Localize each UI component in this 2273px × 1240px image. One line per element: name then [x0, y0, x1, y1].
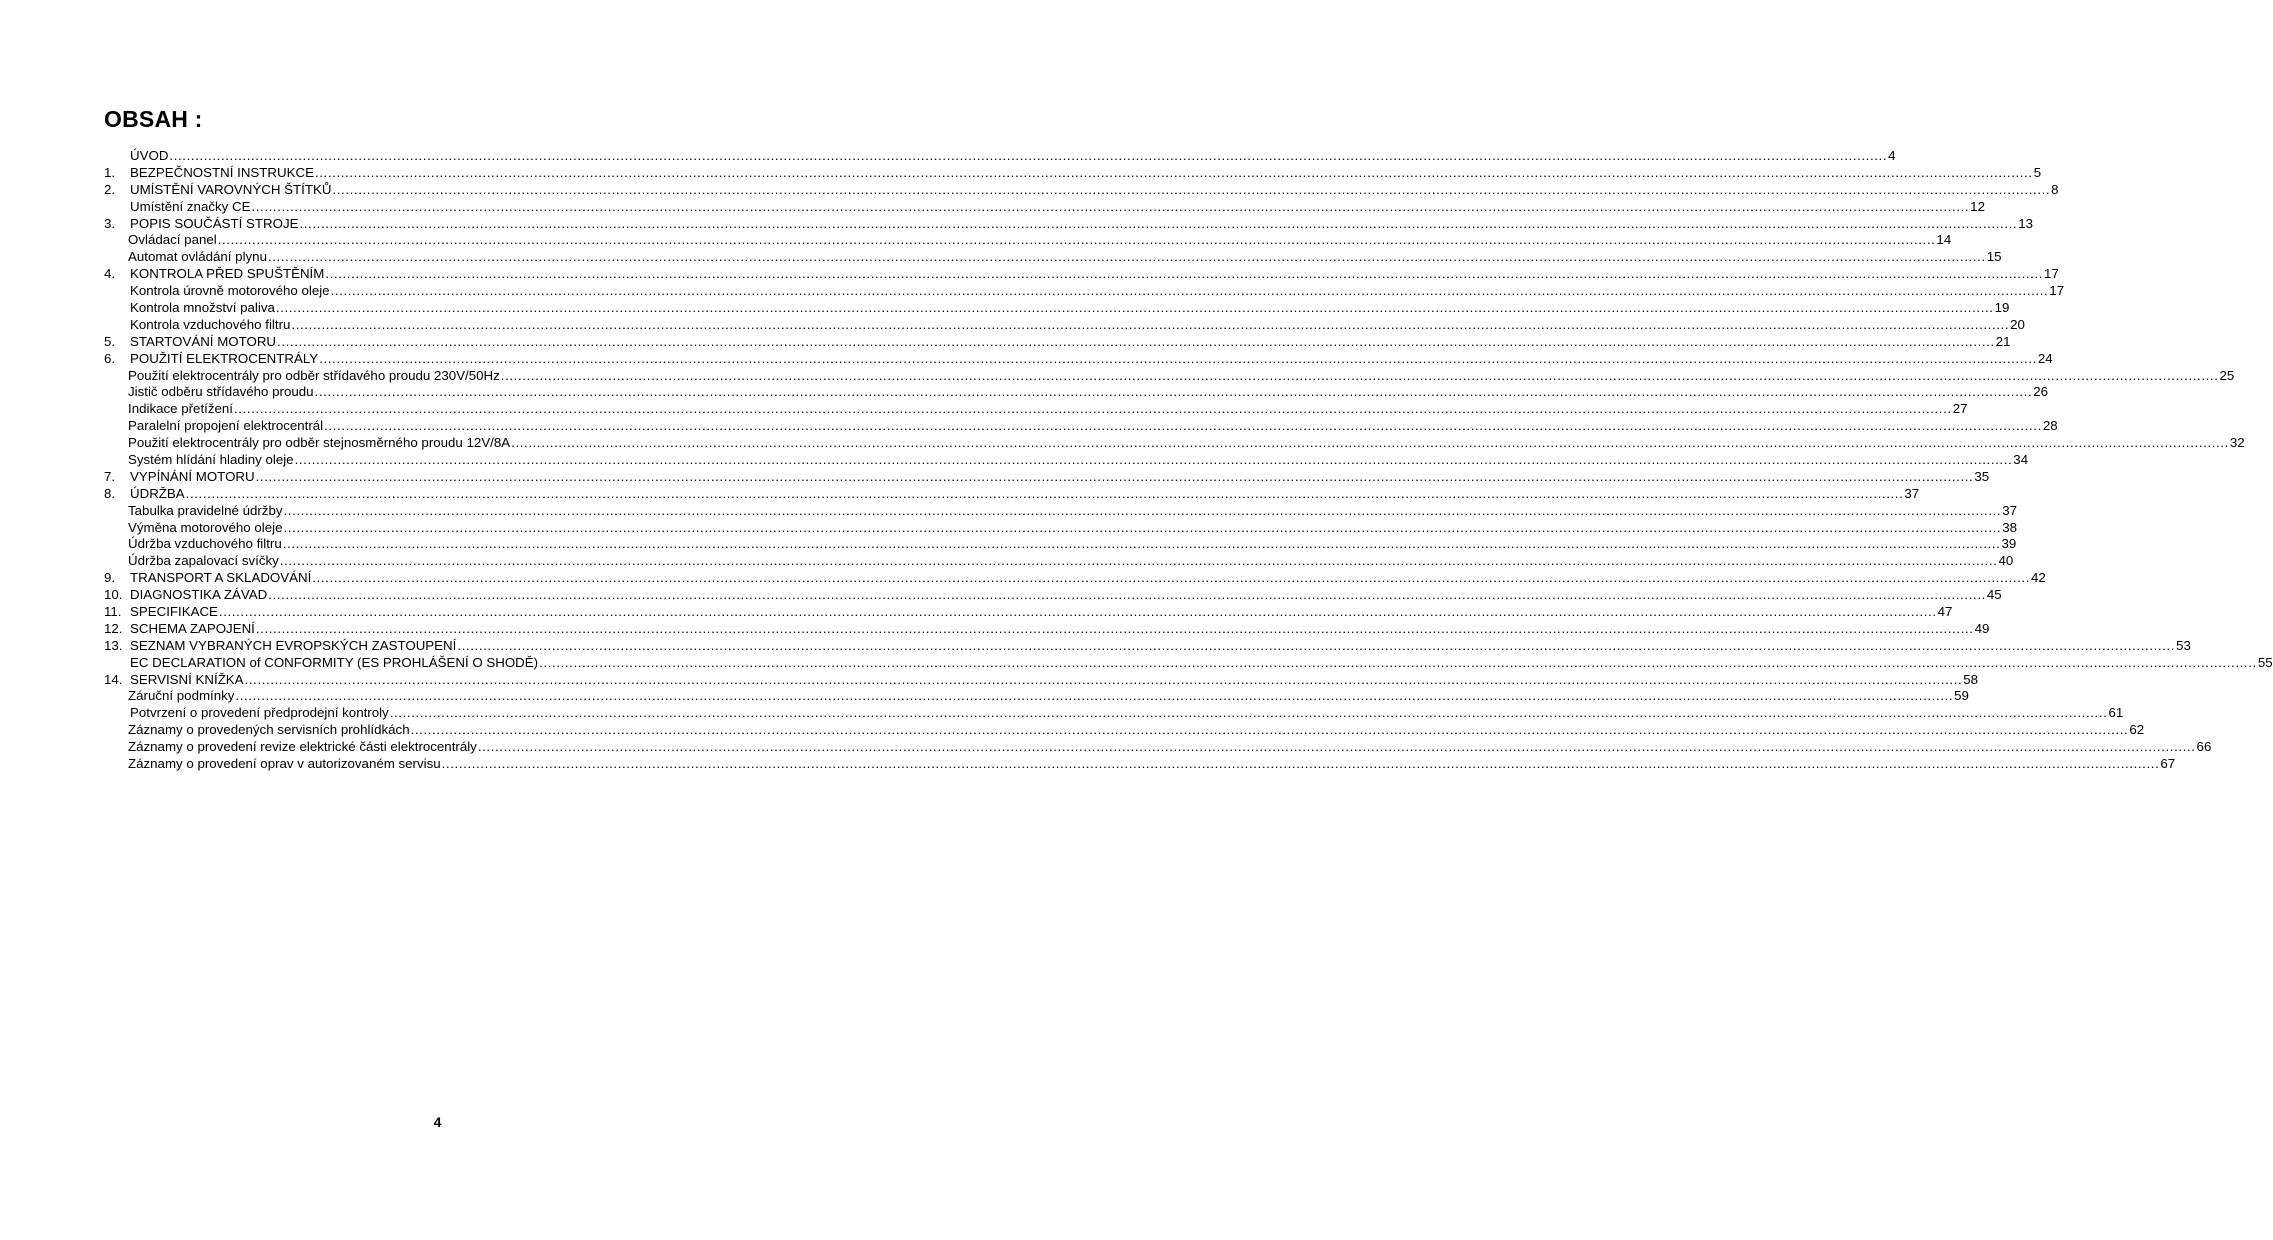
toc-entry[interactable] — [104, 215, 2033, 233]
toc-entry-label: POPIS SOUČÁSTÍ STROJE — [130, 215, 299, 231]
toc-entry-label: SCHEMA ZAPOJENÍ — [130, 620, 255, 636]
toc-entry-label: Použití elektrocentrály pro odběr stejnosměrného proudu 12V/8A — [128, 435, 511, 451]
dot-leader: ................................................................................................................................................................................................................................................................................................................................................................................................................ — [441, 756, 2160, 772]
toc-entry[interactable] — [104, 181, 2059, 199]
toc-entry-number: 8. — [104, 485, 116, 501]
toc-entry[interactable] — [104, 300, 2010, 317]
toc-entry[interactable] — [104, 654, 2273, 672]
toc-entry[interactable] — [104, 604, 1953, 621]
toc-entry-number: 9. — [104, 570, 116, 586]
toc-entry-label: STARTOVÁNÍ MOTORU — [130, 333, 277, 349]
toc-entry-label: Záznamy o provedení revize elektrické části elektrocentrály — [128, 739, 477, 755]
toc-entry[interactable] — [104, 519, 2017, 537]
page-title: OBSAH : — [104, 106, 203, 132]
dot-leader: ................................................................................................................................................................................................................................................................................................................................................................................................................ — [235, 688, 1954, 704]
toc-entry-label: SEZNAM VYBRANÝCH EVROPSKÝCH ZASTOUPENÍ — [130, 637, 457, 653]
toc-entry-label: Ovládací panel — [128, 232, 217, 248]
toc-entry-label: Umístění značky CE — [130, 198, 251, 214]
toc-entry[interactable] — [104, 485, 1920, 503]
dot-leader: ................................................................................................................................................................................................................................................................................................................................................................................................................ — [294, 452, 2013, 468]
toc-entry-label: Indikace přetížení — [128, 401, 233, 417]
toc-entry[interactable] — [104, 756, 2176, 773]
toc-entry-number: 11. — [104, 604, 122, 620]
dot-leader: ................................................................................................................................................................................................................................................................................................................................................................................................................ — [185, 485, 1904, 501]
toc-entry-number: 10. — [104, 587, 123, 603]
dot-leader: ................................................................................................................................................................................................................................................................................................................................................................................................................ — [283, 519, 2002, 535]
toc-entry-page: 37 — [2002, 502, 2018, 518]
toc-entry-page: 4 — [1888, 147, 1896, 163]
toc-entry-page: 19 — [1994, 300, 2010, 315]
toc-entry-label: Tabulka pravidelné údržby — [128, 502, 283, 518]
dot-leader: ................................................................................................................................................................................................................................................................................................................................................................................................................ — [267, 249, 1986, 265]
dot-leader: ................................................................................................................................................................................................................................................................................................................................................................................................................ — [233, 401, 1952, 417]
toc-entry-page: 24 — [2037, 350, 2053, 366]
toc-entry-page: 34 — [2013, 452, 2029, 468]
dot-leader: ................................................................................................................................................................................................................................................................................................................................................................................................................ — [282, 536, 2001, 552]
toc-entry-label: Záznamy o provedených servisních prohlídkách — [128, 722, 410, 738]
toc-entry[interactable] — [104, 198, 1985, 216]
toc-entry-page: 66 — [2196, 739, 2212, 755]
toc-entry[interactable] — [104, 384, 2049, 401]
toc-entry-page: 27 — [1952, 401, 1968, 417]
toc-entry-label: SPECIFIKACE — [130, 604, 218, 620]
toc-entry[interactable] — [104, 705, 2124, 722]
toc-entry[interactable] — [104, 435, 2245, 452]
toc-entry-page: 17 — [2049, 283, 2065, 299]
toc-entry-number: 7. — [104, 468, 116, 484]
toc-entry-label: Výměna motorového oleje — [128, 519, 283, 535]
toc-entry[interactable] — [104, 570, 2046, 587]
dot-leader: ................................................................................................................................................................................................................................................................................................................................................................................................................ — [255, 620, 1974, 636]
toc-entry-number: 5. — [104, 333, 116, 349]
toc-entry-label: TRANSPORT A SKLADOVÁNÍ — [130, 570, 312, 586]
page-number: 4 — [433, 1114, 442, 1130]
dot-leader: ................................................................................................................................................................................................................................................................................................................................................................................................................ — [319, 350, 2037, 366]
toc-entry-page: 13 — [2018, 215, 2033, 231]
dot-leader: ................................................................................................................................................................................................................................................................................................................................................................................................................ — [325, 266, 2044, 282]
dot-leader: ................................................................................................................................................................................................................................................................................................................................................................................................................ — [251, 198, 1970, 214]
toc-entry[interactable] — [104, 620, 1990, 638]
toc-entry[interactable] — [104, 147, 1896, 165]
toc-entry-page: 42 — [2031, 570, 2046, 586]
table-of-contents — [104, 147, 2273, 773]
toc-entry-number: 4. — [104, 266, 116, 282]
dot-leader: ................................................................................................................................................................................................................................................................................................................................................................................................................ — [389, 705, 2108, 721]
toc-entry-label: Kontrola úrovně motorového oleje — [130, 283, 330, 299]
toc-entry[interactable] — [104, 266, 2059, 283]
toc-entry-page: 5 — [2033, 164, 2042, 180]
dot-leader: ................................................................................................................................................................................................................................................................................................................................................................................................................ — [324, 418, 2042, 434]
toc-entry-label: DIAGNOSTIKA ZÁVAD — [130, 587, 268, 603]
toc-entry-page: 62 — [2129, 722, 2145, 738]
toc-entry-page: 20 — [2010, 316, 2025, 332]
toc-entry-page: 40 — [1998, 553, 2014, 569]
dot-leader: ................................................................................................................................................................................................................................................................................................................................................................................................................ — [277, 333, 1995, 349]
toc-entry-page: 35 — [1974, 468, 1990, 484]
toc-entry-label: KONTROLA PŘED SPUŠTĚNÍM — [130, 266, 325, 282]
toc-entry[interactable] — [104, 637, 2191, 655]
dot-leader: ................................................................................................................................................................................................................................................................................................................................................................................................................ — [279, 553, 1998, 569]
toc-entry-page: 15 — [1986, 249, 2002, 265]
toc-entry-page: 47 — [1937, 604, 1953, 620]
toc-entry-label: POUŽITÍ ELEKTROCENTRÁLY — [130, 350, 319, 366]
toc-entry[interactable] — [104, 671, 1979, 689]
toc-entry-label: Systém hlídání hladiny oleje — [128, 452, 294, 468]
dot-leader: ................................................................................................................................................................................................................................................................................................................................................................................................................ — [332, 181, 2051, 197]
toc-entry-page: 37 — [1904, 485, 1920, 501]
dot-leader: ................................................................................................................................................................................................................................................................................................................................................................................................................ — [275, 300, 1994, 315]
toc-entry[interactable] — [104, 164, 2042, 182]
toc-entry[interactable] — [104, 350, 2053, 368]
toc-entry-number: 3. — [104, 215, 116, 231]
toc-entry-page: 53 — [2176, 637, 2191, 653]
toc-entry[interactable] — [104, 688, 1969, 706]
dot-leader: ................................................................................................................................................................................................................................................................................................................................................................................................................ — [268, 587, 1986, 603]
toc-entry-label: Údržba vzduchového filtru — [128, 536, 282, 552]
toc-entry-page: 28 — [2042, 418, 2058, 434]
toc-entry-label: Použití elektrocentrály pro odběr střídavého proudu 230V/50Hz — [128, 367, 500, 383]
dot-leader: ................................................................................................................................................................................................................................................................................................................................................................................................................ — [299, 215, 2018, 231]
toc-entry[interactable] — [104, 367, 2235, 385]
toc-entry-label: Kontrola vzduchového filtru — [130, 316, 291, 332]
dot-leader: ................................................................................................................................................................................................................................................................................................................................................................................................................ — [217, 232, 1936, 248]
toc-entry-page: 12 — [1970, 198, 1985, 214]
toc-entry-label: Záruční podmínky — [128, 688, 235, 704]
dot-leader: ................................................................................................................................................................................................................................................................................................................................................................................................................ — [511, 435, 2229, 451]
dot-leader: ................................................................................................................................................................................................................................................................................................................................................................................................................ — [314, 384, 2033, 400]
toc-entry-number: 2. — [104, 181, 116, 197]
dot-leader: ................................................................................................................................................................................................................................................................................................................................................................................................................ — [169, 147, 1888, 163]
toc-entry[interactable] — [104, 468, 1990, 486]
toc-entry-page: 45 — [1986, 587, 2002, 603]
toc-entry-number: 12. — [104, 620, 123, 636]
dot-leader: ................................................................................................................................................................................................................................................................................................................................................................................................................ — [410, 722, 2129, 738]
toc-entry[interactable] — [104, 249, 2002, 266]
toc-entry-number: 1. — [104, 164, 116, 180]
toc-entry-page: 21 — [1995, 333, 2011, 349]
dot-leader: ................................................................................................................................................................................................................................................................................................................................................................................................................ — [283, 502, 2002, 518]
toc-entry-page: 67 — [2160, 756, 2176, 772]
toc-entry-label: VYPÍNÁNÍ MOTORU — [130, 468, 255, 484]
dot-leader: ................................................................................................................................................................................................................................................................................................................................................................................................................ — [500, 367, 2219, 383]
toc-entry-label: Jistič odběru střídavého proudu — [128, 384, 314, 400]
toc-entry[interactable] — [104, 316, 2025, 334]
toc-entry-page: 59 — [1954, 688, 1969, 704]
toc-entry-label: Kontrola množství paliva — [130, 300, 275, 315]
toc-entry-label: Záznamy o provedení oprav v autorizovaném servisu — [128, 756, 441, 772]
toc-entry[interactable] — [104, 536, 2017, 553]
toc-entry-page: 32 — [2229, 435, 2245, 451]
toc-entry-label: BEZPEČNOSTNÍ INSTRUKCE — [130, 164, 314, 180]
toc-entry-number: 14. — [104, 671, 123, 687]
toc-entry-number: 6. — [104, 350, 116, 366]
dot-leader: ................................................................................................................................................................................................................................................................................................................................................................................................................ — [218, 604, 1937, 620]
dot-leader: ................................................................................................................................................................................................................................................................................................................................................................................................................ — [539, 654, 2257, 670]
toc-entry-page: 61 — [2108, 705, 2124, 721]
dot-leader: ................................................................................................................................................................................................................................................................................................................................................................................................................ — [255, 468, 1974, 484]
toc-entry[interactable] — [104, 418, 2058, 435]
toc-entry[interactable] — [104, 283, 2065, 300]
toc-entry-number: 13. — [104, 637, 123, 653]
dot-leader: ................................................................................................................................................................................................................................................................................................................................................................................................................ — [330, 283, 2049, 299]
toc-entry-label: Automat ovládání plynu — [128, 249, 267, 265]
toc-entry[interactable] — [104, 232, 1952, 249]
toc-entry-label: SERVISNÍ KNÍŽKA — [130, 671, 244, 687]
toc-entry-label: Paralelní propojení elektrocentrál — [128, 418, 324, 434]
dot-leader: ................................................................................................................................................................................................................................................................................................................................................................................................................ — [314, 164, 2033, 180]
toc-entry[interactable] — [104, 553, 2014, 570]
toc-entry-label: Potvrzení o provedení předprodejní kontroly — [130, 705, 389, 721]
toc-entry[interactable] — [104, 587, 2002, 604]
toc-entry-label: EC DECLARATION of CONFORMITY (ES PROHLÁŠENÍ O SHODĚ) — [130, 654, 539, 670]
toc-entry[interactable] — [104, 739, 2212, 756]
toc-entry[interactable] — [104, 722, 2145, 739]
toc-entry-label: Údržba zapalovací svíčky — [128, 553, 279, 569]
toc-entry-page: 58 — [1963, 671, 1979, 687]
toc-entry-page: 38 — [2002, 519, 2017, 535]
toc-entry[interactable] — [104, 452, 2029, 469]
dot-leader: ................................................................................................................................................................................................................................................................................................................................................................................................................ — [312, 570, 2031, 586]
dot-leader: ................................................................................................................................................................................................................................................................................................................................................................................................................ — [291, 316, 2010, 332]
toc-entry-page: 39 — [2001, 536, 2017, 552]
toc-entry-label: ÚDRŽBA — [130, 485, 185, 501]
toc-entry-page: 14 — [1936, 232, 1952, 248]
toc-entry-label: ÚVOD — [130, 147, 169, 163]
toc-entry[interactable] — [104, 401, 1968, 418]
toc-entry[interactable] — [104, 502, 2018, 520]
dot-leader: ................................................................................................................................................................................................................................................................................................................................................................................................................ — [244, 671, 1963, 687]
toc-entry-page: 49 — [1974, 620, 1990, 636]
toc-entry[interactable] — [104, 333, 2011, 351]
toc-entry-page: 55 — [2257, 654, 2273, 670]
toc-entry-page: 8 — [2051, 181, 2059, 197]
toc-entry-page: 25 — [2219, 367, 2235, 383]
toc-entry-page: 26 — [2033, 384, 2049, 400]
toc-entry-label: UMÍSTĚNÍ VAROVNÝCH ŠTÍTKŮ — [130, 181, 332, 197]
dot-leader: ................................................................................................................................................................................................................................................................................................................................................................................................................ — [457, 637, 2176, 653]
toc-entry-page: 17 — [2044, 266, 2059, 282]
dot-leader: ................................................................................................................................................................................................................................................................................................................................................................................................................ — [477, 739, 2196, 755]
